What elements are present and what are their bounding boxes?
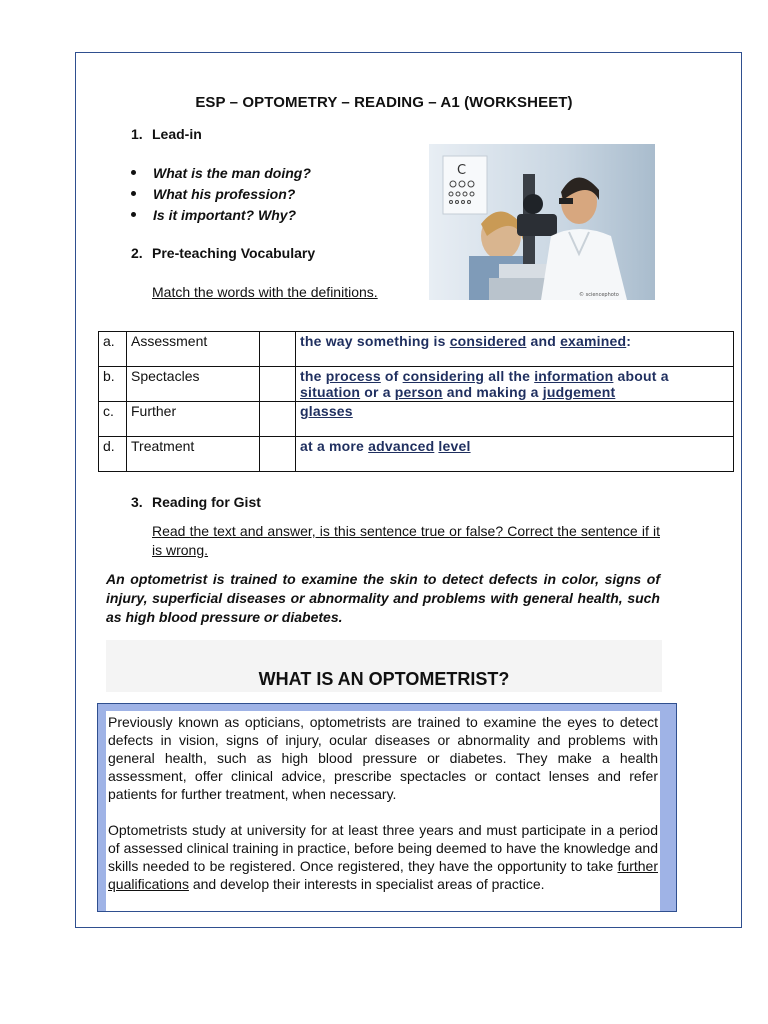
- table-row: [99, 367, 734, 402]
- vocab-word: Spectacles: [127, 367, 260, 402]
- table-row: [99, 402, 734, 437]
- row-letter: a.: [99, 332, 127, 367]
- vocab-word: Treatment: [127, 437, 260, 472]
- vocab-word: Assessment: [127, 332, 260, 367]
- answer-cell[interactable]: [260, 332, 296, 367]
- section-number: 3.: [131, 494, 143, 510]
- definition: glasses: [296, 402, 734, 437]
- section-number: 1.: [131, 126, 143, 142]
- section-title: Pre-teaching Vocabulary: [152, 245, 316, 261]
- answer-cell[interactable]: [260, 437, 296, 472]
- reading-text: [106, 711, 660, 911]
- vocabulary-heading: [131, 245, 315, 261]
- definition: the process of considering all the information about a situation or a person and making a judgement: [296, 367, 734, 402]
- reading-gist-heading: [131, 494, 261, 510]
- list-item: Is it important? Why?: [131, 206, 311, 227]
- section-title: Lead-in: [152, 126, 202, 142]
- optometrist-photo: [429, 144, 655, 300]
- paragraph-2: Optometrists study at university for at least three years and must participate in a period of assessed clinical training in practice, before being deemed to have the knowledge and skills needed to be registered. Once registered, they have the opportunity to take further qualifications and develop their interests in specialist areas of practice.: [108, 822, 658, 892]
- table-row: [99, 437, 734, 472]
- bullet-icon: [131, 191, 136, 196]
- true-false-statement: An optometrist is trained to examine the skin to detect defects in color, signs of injury, superficial diseases or abnormality and problems with general health, such as high blood pressure or diabetes.: [106, 571, 660, 625]
- section-number: 2.: [131, 245, 143, 261]
- vocabulary-table: [98, 331, 734, 472]
- paragraph-1: Previously known as opticians, optometrists are trained to examine the eyes to detect defects in vision, signs of injury, ocular diseases or abnormality and problems with general health, such as high blood pressure or diabetes. They make a health assessment, offer clinical advice, prescribe spectacles or contact lenses and refer patients for further treatment, when necessary.: [108, 714, 658, 802]
- row-letter: b.: [99, 367, 127, 402]
- matching-instruction: Match the words with the definitions.: [152, 284, 378, 300]
- vocab-word: Further: [127, 402, 260, 437]
- lead-in-heading: [131, 126, 202, 142]
- worksheet-title: ESP – OPTOMETRY – READING – A1 (WORKSHEET): [195, 94, 573, 111]
- list-item: What is the man doing?: [131, 164, 311, 185]
- definition: the way something is considered and examined:: [296, 332, 734, 367]
- svg-text:© sciencephoto: © sciencephoto: [579, 292, 619, 298]
- article-title: WHAT IS AN OPTOMETRIST?: [258, 669, 510, 689]
- bullet-icon: [131, 212, 136, 217]
- lead-in-questions: [131, 164, 311, 227]
- gist-instruction: Read the text and answer, is this sentence true or false? Correct the sentence if it is wrong.: [152, 523, 660, 558]
- list-item: What his profession?: [131, 185, 311, 206]
- answer-cell[interactable]: [260, 402, 296, 437]
- definition: at a more advanced level: [296, 437, 734, 472]
- further-qualifications-link: further qualifications: [108, 858, 658, 892]
- reading-text-box: [97, 703, 677, 912]
- section-title: Reading for Gist: [152, 494, 261, 510]
- answer-cell[interactable]: [260, 367, 296, 402]
- row-letter: d.: [99, 437, 127, 472]
- row-letter: c.: [99, 402, 127, 437]
- svg-text:C: C: [457, 163, 467, 178]
- bullet-icon: [131, 170, 136, 175]
- table-row: [99, 332, 734, 367]
